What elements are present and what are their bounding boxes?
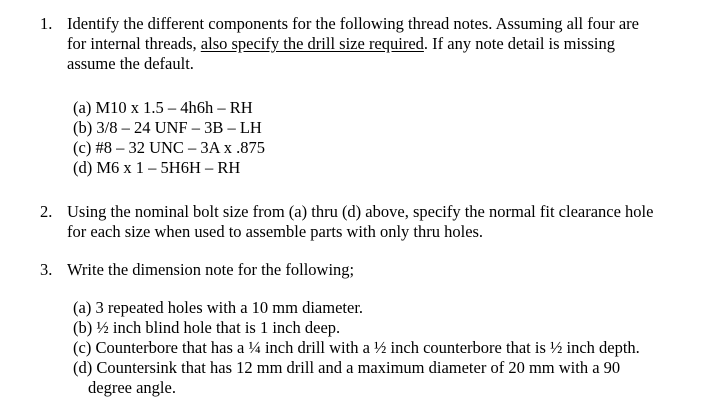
question-1-line-2-end: . If any note detail is missing: [423, 34, 616, 53]
thread-note-item: (c) #8 – 32 UNC – 3A x .875: [73, 138, 266, 157]
dimension-note-item-d-line-1: (d) Countersink that has 12 mm drill and a maximum diameter of 20 mm with a 90: [73, 358, 621, 377]
dimension-note-item: (c) Counterbore that has a ¼ inch drill with a ½ inch counterbore that is ½ inch depth.: [73, 338, 640, 357]
dimension-note-item: (a) 3 repeated holes with a 10 mm diameter.: [73, 298, 364, 317]
question-3-text: [67, 260, 354, 280]
dimension-note-item: [73, 358, 640, 378]
question-1-text: [67, 14, 639, 74]
thread-notes-list: [73, 98, 265, 178]
thread-note-item: (a) M10 x 1.5 – 4h6h – RH: [73, 98, 253, 117]
question-2-line-1: Using the nominal bolt size from (a) thru (d) above, specify the normal fit clearance hole: [67, 202, 654, 221]
question-3-number: 3.: [40, 260, 53, 279]
dimension-notes-list: [73, 298, 640, 398]
dimension-note-item-d-line-2: degree angle.: [88, 378, 176, 397]
question-1-line-2-start: for internal threads,: [67, 34, 201, 53]
question-2-text: [67, 202, 653, 242]
question-2-line-2: for each size when used to assemble parts with only thru holes.: [67, 222, 484, 241]
question-1-line-1: Identify the different components for the following thread notes. Assuming all four are: [67, 14, 640, 33]
thread-note-item: (d) M6 x 1 – 5H6H – RH: [73, 158, 241, 177]
underlined-instruction: also specify the drill size required: [200, 34, 424, 53]
question-2-number: 2.: [40, 202, 53, 221]
question-1-line-2: [67, 34, 639, 54]
question-3-line-1: Write the dimension note for the following;: [67, 260, 355, 279]
dimension-note-item: (b) ½ inch blind hole that is 1 inch deep.: [73, 318, 341, 337]
dimension-note-item-continuation: [73, 378, 640, 398]
question-1-line-3: assume the default.: [67, 54, 194, 73]
thread-note-item: (b) 3/8 – 24 UNF – 3B – LH: [73, 118, 262, 137]
question-1-number: 1.: [40, 14, 53, 33]
